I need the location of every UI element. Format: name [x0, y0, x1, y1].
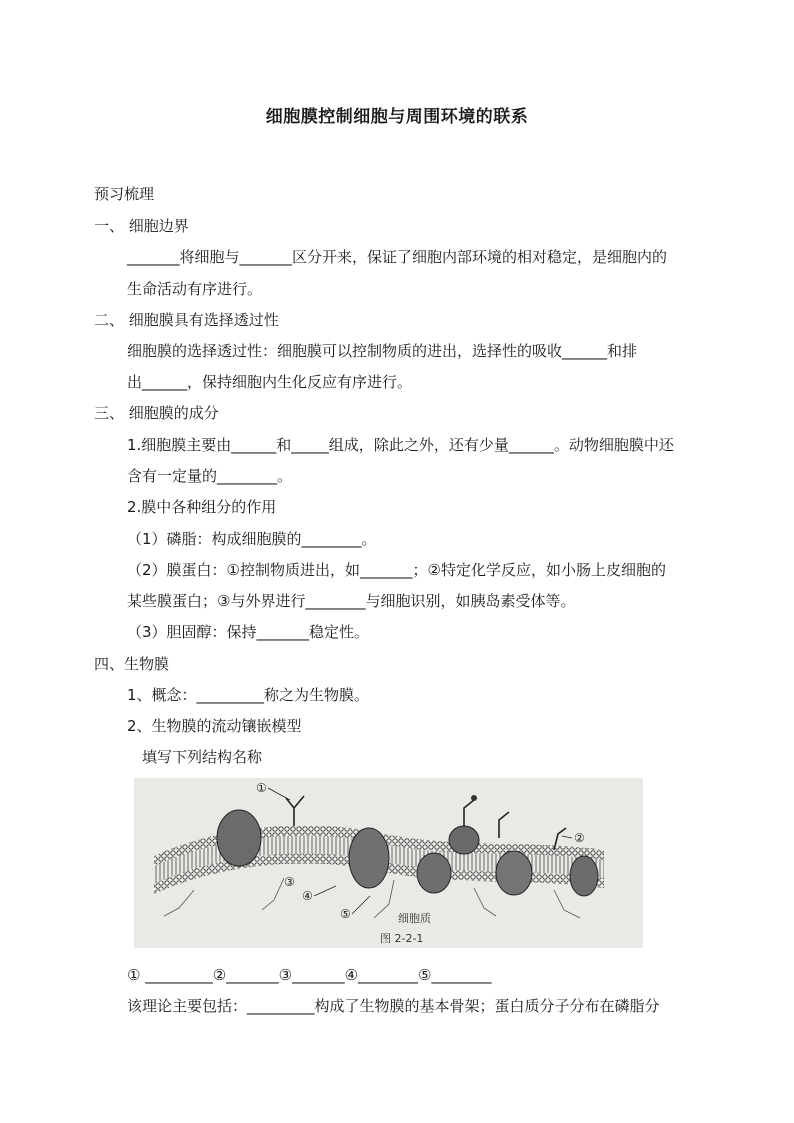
text-line: 该理论主要包括：_________构成了生物膜的基本骨架；蛋白质分子分布在磷脂分	[127, 997, 660, 1015]
text-line: 含有一定量的________。	[127, 467, 293, 485]
section-preview: 预习梳理	[94, 185, 155, 203]
figure-label-3: ③	[284, 875, 295, 889]
fluid-mosaic-model-figure	[134, 778, 643, 948]
page-title: 细胞膜控制细胞与周围环境的联系	[265, 107, 529, 127]
text-line: 细胞膜的选择透过性：细胞膜可以控制物质的进出，选择性的吸收______和排	[127, 342, 638, 360]
figure-label-1: ①	[256, 781, 267, 795]
membrane-diagram	[134, 778, 643, 948]
figure-label-2: ②	[574, 831, 585, 845]
heading-biomembrane: 四、生物膜	[94, 655, 170, 673]
text-line: 1.细胞膜主要由______和_____组成，除此之外，还有少量______。动物细胞膜中还	[127, 436, 674, 454]
text-line: （1）磷脂：构成细胞膜的________。	[127, 530, 377, 548]
text-line: （2）膜蛋白：①控制物质进出，如_______；②特定化学反应，如小肠上皮细胞的	[127, 561, 666, 579]
text-line: 1、概念：_________称之为生物膜。	[127, 686, 370, 704]
text-line: 2.膜中各种组分的作用	[127, 498, 277, 516]
text-line: 填写下列结构名称	[142, 748, 263, 766]
figure-cytoplasm-label: 细胞质	[398, 912, 431, 925]
heading-selective-permeability: 二、 细胞膜具有选择透过性	[94, 311, 279, 329]
heading-membrane-components: 三、 细胞膜的成分	[94, 404, 219, 422]
figure-caption: 图 2-2-1	[380, 932, 424, 945]
text-line: 2、生物膜的流动镶嵌模型	[127, 717, 302, 735]
fill-blank-structure-names: ① _________②_______③_______④________⑤________	[127, 966, 492, 984]
figure-label-4: ④	[302, 889, 313, 903]
text-line: 生命活动有序进行。	[127, 280, 263, 298]
heading-cell-boundary: 一、 细胞边界	[94, 217, 189, 235]
figure-label-5: ⑤	[340, 907, 351, 921]
text-line: _______将细胞与_______区分开来，保证了细胞内部环境的相对稳定，是细胞内的	[127, 248, 668, 266]
text-line: 出______，保持细胞内生化反应有序进行。	[127, 373, 413, 391]
text-line: （3）胆固醇：保持_______稳定性。	[127, 623, 370, 641]
text-line: 某些膜蛋白；③与外界进行________与细胞识别，如胰岛素受体等。	[127, 592, 576, 610]
